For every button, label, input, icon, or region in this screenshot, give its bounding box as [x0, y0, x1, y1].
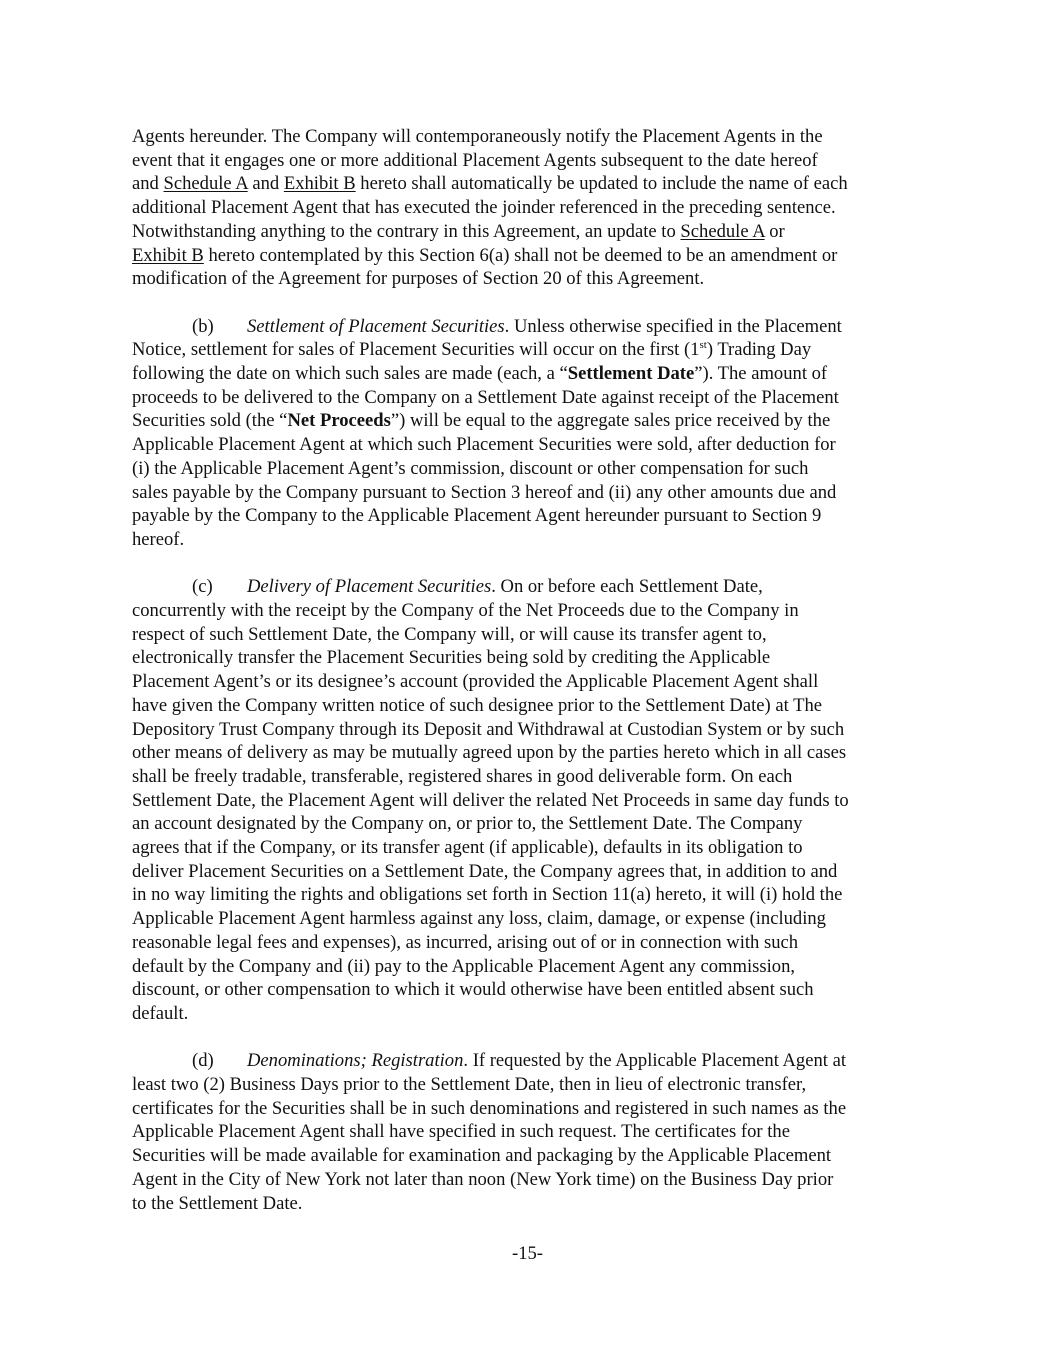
text-run: Securities sold (the “	[132, 410, 288, 432]
text-line	[132, 575, 932, 599]
text-line: hereof.	[132, 528, 185, 550]
text-line: in no way limiting the rights and obligations set forth in Section 11(a) hereto, it will (i) hold the	[132, 884, 843, 906]
text-line: additional Placement Agent that has executed the joinder referenced in the preceding sentence.	[132, 197, 836, 219]
text-line: proceeds to be delivered to the Company on a Settlement Date against receipt of the Placement	[132, 386, 839, 408]
text-line: certificates for the Securities shall be in such denominations and registered in such names as the	[132, 1097, 847, 1119]
text-run: hereto shall automatically be updated to include the name of each	[355, 173, 848, 195]
text-line: modification of the Agreement for purposes of Section 20 of this Agreement.	[132, 268, 705, 290]
text-line	[132, 315, 932, 339]
defined-term-settlement-date: Settlement Date	[567, 363, 695, 385]
paragraph-d-denominations	[132, 1049, 932, 1215]
page-number: -15-	[512, 1243, 543, 1264]
paragraph-heading: Delivery of Placement Securities	[247, 576, 492, 598]
text-line: Applicable Placement Agent at which such Placement Securities were sold, after deduction for	[132, 434, 836, 456]
text-line	[132, 172, 932, 196]
text-line: sales payable by the Company pursuant to Section 3 hereof and (ii) any other amounts due and	[132, 481, 837, 503]
defined-term-net-proceeds: Net Proceeds	[287, 410, 391, 432]
text-line: default by the Company and (ii) pay to the Applicable Placement Agent any commission,	[132, 955, 796, 977]
text-run: hereto contemplated by this Section 6(a) shall not be deemed to be an amendment or	[203, 244, 838, 266]
document-body	[132, 125, 932, 1239]
text-line: Applicable Placement Agent shall have specified in such request. The certificates for the	[132, 1121, 790, 1143]
text-run: and	[247, 173, 284, 195]
text-line: agrees that if the Company, or its transfer agent (if applicable), defaults in its obligation to	[132, 837, 803, 859]
text-run: following the date on which such sales are made (each, a “	[132, 363, 568, 385]
text-line: electronically transfer the Placement Securities being sold by crediting the Applicable	[132, 647, 771, 669]
text-line: payable by the Company to the Applicable Placement Agent hereunder pursuant to Section 9	[132, 505, 822, 527]
ordinal-superscript: st	[699, 339, 707, 352]
text-run: Notwithstanding anything to the contrary in this Agreement, an update to	[132, 220, 681, 242]
schedule-a-reference: Schedule A	[163, 173, 248, 195]
text-line: respect of such Settlement Date, the Company will, or will cause its transfer agent to,	[132, 623, 767, 645]
text-line: Agents hereunder. The Company will contemporaneously notify the Placement Agents in the	[132, 126, 823, 147]
text-line: other means of delivery as may be mutually agreed upon by the parties hereto which in all cases	[132, 742, 847, 764]
text-line	[132, 362, 932, 386]
paragraph-b-settlement	[132, 315, 932, 552]
text-run: Notice, settlement for sales of Placement Securities will occur on the first (1	[132, 339, 700, 361]
text-run: ”) will be equal to the aggregate sales price received by the	[390, 410, 831, 432]
text-line	[132, 220, 932, 244]
text-line: Placement Agent’s or its designee’s account (provided the Applicable Placement Agent shall	[132, 671, 819, 693]
text-line: default.	[132, 1002, 189, 1024]
text-line	[132, 409, 932, 433]
text-line	[132, 244, 932, 268]
paragraph-c-delivery	[132, 575, 932, 1025]
text-run: and	[132, 173, 164, 195]
exhibit-b-reference: Exhibit B	[283, 173, 356, 195]
text-line	[132, 1049, 932, 1073]
text-line: event that it engages one or more additional Placement Agents subsequent to the date hereof	[132, 149, 818, 171]
paragraph-heading: Denominations; Registration	[247, 1050, 464, 1072]
text-line: concurrently with the receipt by the Company of the Net Proceeds due to the Company in	[132, 600, 799, 622]
text-line	[132, 338, 932, 362]
text-run: . On or before each Settlement Date,	[491, 576, 763, 598]
text-run: . Unless otherwise specified in the Placement	[504, 315, 842, 337]
text-line: reasonable legal fees and expenses), as incurred, arising out of or in connection with such	[132, 931, 799, 953]
paragraph-heading: Settlement of Placement Securities	[247, 315, 505, 337]
paragraph-label: (d)	[192, 1050, 214, 1072]
text-line: least two (2) Business Days prior to the Settlement Date, then in lieu of electronic transfer,	[132, 1074, 807, 1096]
paragraph-label: (b)	[192, 315, 214, 337]
paragraph-intro	[132, 125, 932, 291]
text-line: shall be freely tradable, transferable, registered shares in good deliverable form. On each	[132, 765, 793, 787]
text-run: ) Trading Day	[706, 339, 812, 361]
text-line: to the Settlement Date.	[132, 1192, 303, 1214]
text-run: . If requested by the Applicable Placement Agent at	[463, 1050, 847, 1072]
text-line: deliver Placement Securities on a Settlement Date, the Company agrees that, in addition to and	[132, 860, 838, 882]
text-line: Securities will be made available for examination and packaging by the Applicable Placement	[132, 1145, 832, 1167]
schedule-a-reference: Schedule A	[680, 220, 765, 242]
text-run: ”). The amount of	[694, 363, 828, 385]
text-line: (i) the Applicable Placement Agent’s commission, discount or other compensation for such	[132, 457, 809, 479]
text-line: discount, or other compensation to which it would otherwise have been entitled absent such	[132, 979, 814, 1001]
text-line: Applicable Placement Agent harmless against any loss, claim, damage, or expense (including	[132, 908, 826, 930]
text-line: an account designated by the Company on, or prior to, the Settlement Date. The Company	[132, 813, 803, 835]
text-line: Agent in the City of New York not later than noon (New York time) on the Business Day prior	[132, 1168, 834, 1190]
paragraph-label: (c)	[192, 576, 213, 598]
exhibit-b-reference: Exhibit B	[132, 244, 204, 266]
text-line: have given the Company written notice of such designee prior to the Settlement Date) at The	[132, 694, 823, 716]
text-line: Settlement Date, the Placement Agent will deliver the related Net Proceeds in same day funds to	[132, 789, 849, 811]
text-run: or	[764, 220, 785, 242]
text-line: Depository Trust Company through its Deposit and Withdrawal at Custodian System or by such	[132, 718, 845, 740]
